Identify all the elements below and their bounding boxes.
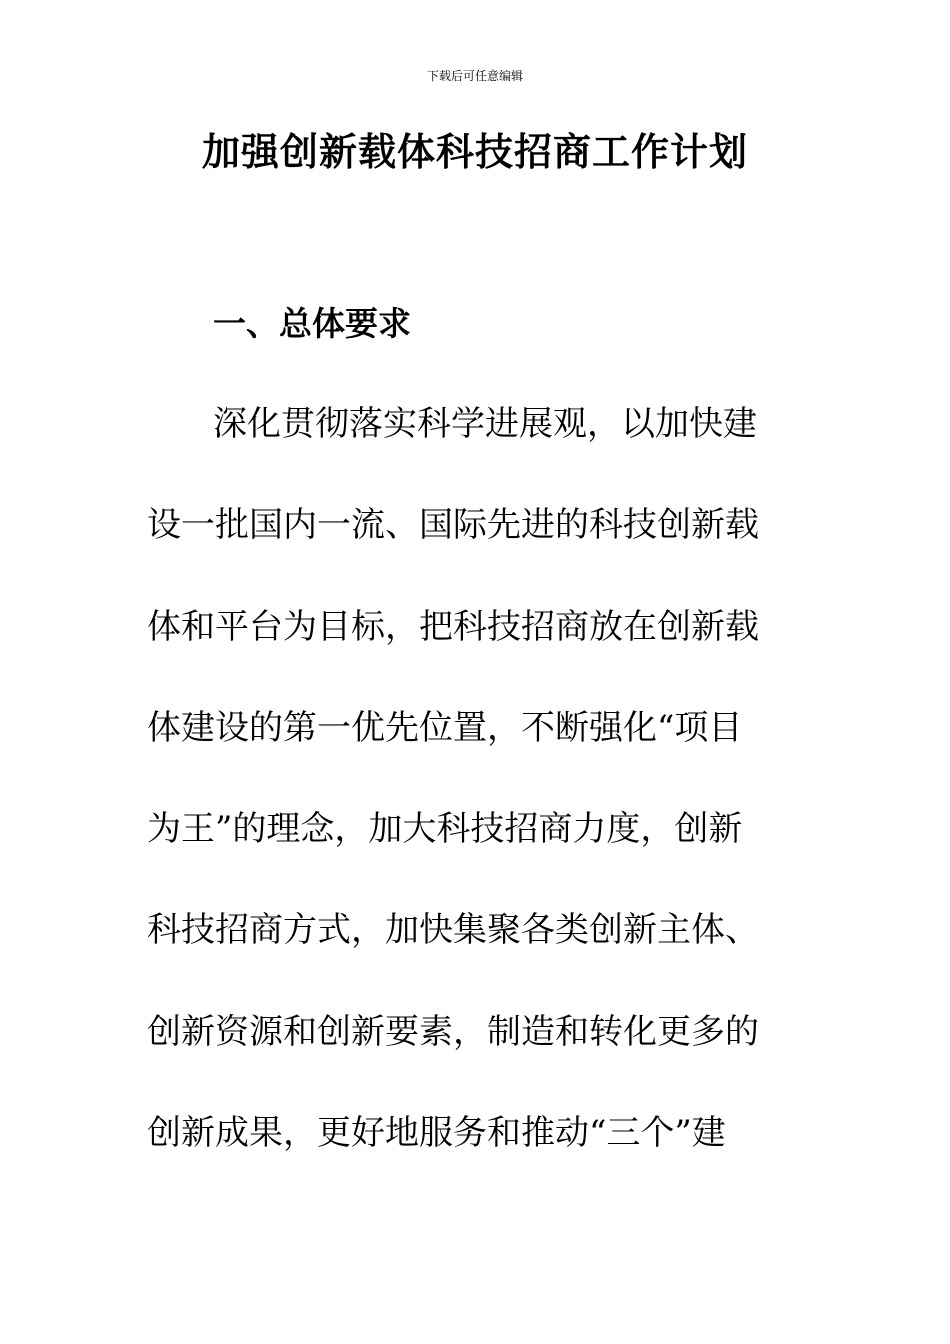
- body-paragraph: [147, 400, 807, 1210]
- section-heading: 一、总体要求: [213, 304, 411, 343]
- paragraph-line: 深化贯彻落实科学进展观，以加快建: [213, 404, 757, 444]
- paragraph-line: 为王”的理念，加大科技招商力度，创新: [147, 809, 743, 850]
- paragraph-line: 创新资源和创新要素，制造和转化更多的: [147, 1011, 759, 1052]
- paragraph-line: 创新成果，更好地服务和推动“三个”建: [147, 1113, 726, 1154]
- paragraph-line: 体和平台为目标，把科技招商放在创新载: [147, 606, 759, 647]
- paragraph-line: 设一批国内一流、国际先进的科技创新载: [147, 505, 759, 546]
- paragraph-line: 科技招商方式，加快集聚各类创新主体、: [147, 910, 759, 951]
- paragraph-line: 体建设的第一优先位置，不断强化“项目: [147, 707, 743, 748]
- header-note: 下载后可任意编辑: [426, 69, 523, 83]
- document-title: 加强创新载体科技招商工作计划: [201, 130, 748, 174]
